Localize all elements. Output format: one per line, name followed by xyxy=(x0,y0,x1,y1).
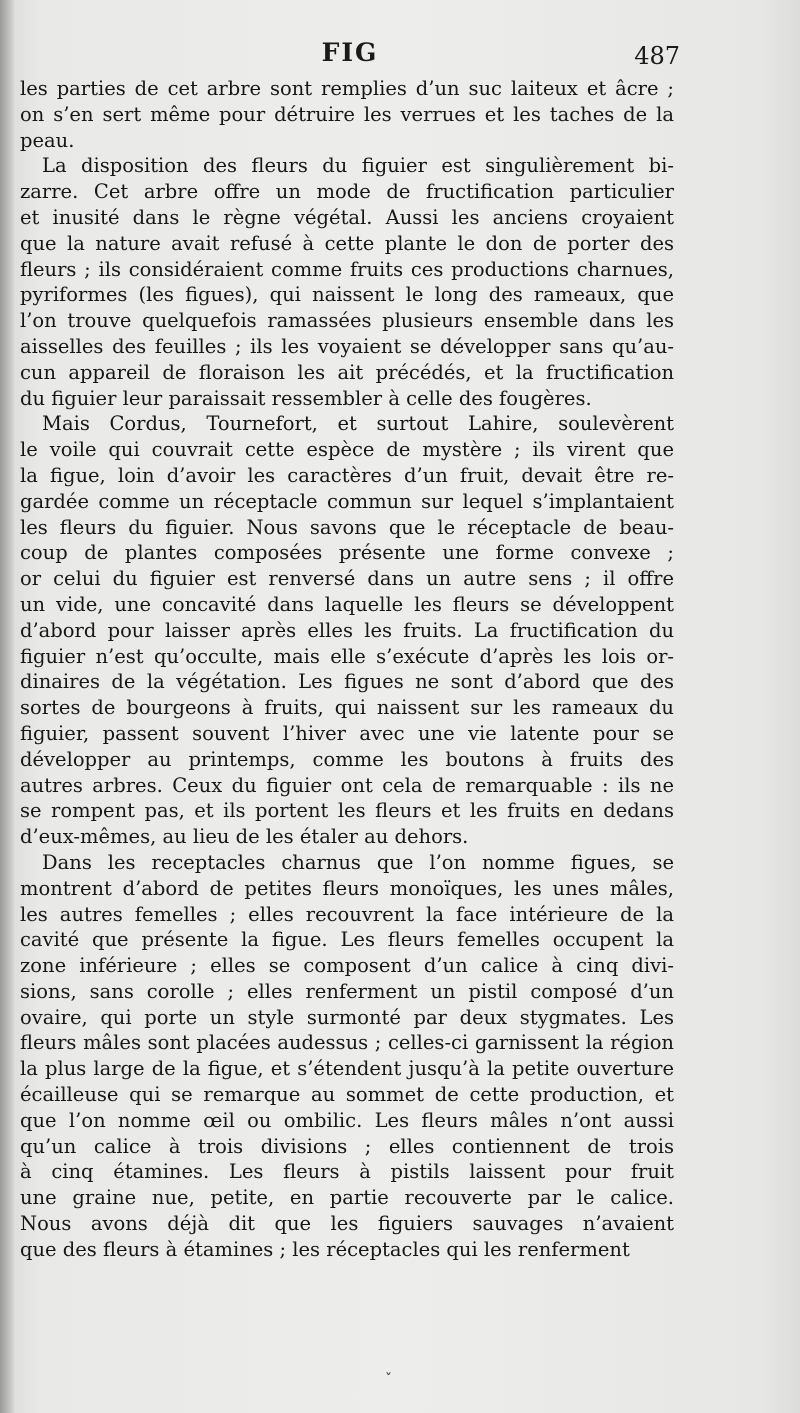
paragraph xyxy=(20,411,674,850)
text-line: figuier n’est qu’occulte, mais elle s’exécute d’après les lois or- xyxy=(20,644,674,668)
text-line: que l’on nomme œil ou ombilic. Les fleurs mâles n’ont aussi xyxy=(20,1108,674,1132)
text-line: la figue, loin d’avoir les caractères d’un fruit, devait être re- xyxy=(20,463,674,487)
text-line: le voile qui couvrait cette espèce de mystère ; ils virent que xyxy=(20,438,674,462)
gutter-shadow xyxy=(0,0,14,1413)
text-line: les parties de cet arbre sont remplies d’un suc laiteux et âcre ; xyxy=(20,77,674,100)
text-line: Mais Cordus, Tournefort, et surtout Lahire, soulevèrent xyxy=(42,412,674,436)
text-line: cun appareil de floraison les ait précédés, et la fructification xyxy=(20,360,674,384)
text-line: les autres femelles ; elles recouvrent la face intérieure de la xyxy=(20,902,674,926)
text-line: figuier, passent souvent l’hiver avec une vie latente pour se xyxy=(20,721,674,745)
text-line: aisselles des feuilles ; ils les voyaient se développer sans qu’au- xyxy=(20,334,674,358)
text-line: on s’en sert même pour détruire les verrues et les taches de la xyxy=(20,102,674,126)
text-line: d’abord pour laisser après elles les fruits. La fructification du xyxy=(20,618,674,642)
paragraph xyxy=(20,153,674,411)
text-line: écailleuse qui se remarque au sommet de cette production, et xyxy=(20,1083,674,1107)
text-line: pyriformes (les figues), qui naissent le long des rameaux, que xyxy=(20,283,674,307)
text-line: cavité que présente la figue. Les fleurs femelles occupent la xyxy=(20,928,674,952)
text-line: montrent d’abord de petites fleurs monoïques, les unes mâles, xyxy=(20,876,674,900)
text-line: d’eux-mêmes, au lieu de les étaler au dehors. xyxy=(20,825,469,849)
paragraph xyxy=(20,76,674,153)
text-line: autres arbres. Ceux du figuier ont cela de remarquable : ils ne xyxy=(20,773,674,797)
page-number: 487 xyxy=(634,42,680,70)
page-header xyxy=(20,38,680,72)
text-line: Dans les receptacles charnus que l’on nomme figues, se xyxy=(42,850,674,874)
text-line: zarre. Cet arbre offre un mode de fructification particulier xyxy=(20,180,674,204)
paragraph xyxy=(20,850,674,1263)
text-line: un vide, une concavité dans laquelle les fleurs se développent xyxy=(20,592,674,616)
text-line: fleurs mâles sont placées audessus ; celles-ci garnissent la région xyxy=(20,1031,674,1055)
text-line: à cinq étamines. Les fleurs à pistils laissent pour fruit xyxy=(20,1160,674,1184)
text-line: les fleurs du figuier. Nous savons que le réceptacle de beau- xyxy=(20,515,674,539)
text-line: que la nature avait refusé à cette plante le don de porter des xyxy=(20,231,674,255)
text-line: qu’un calice à trois divisions ; elles contiennent de trois xyxy=(20,1134,674,1158)
text-line: sortes de bourgeons à fruits, qui naissent sur les rameaux du xyxy=(20,696,674,720)
margin-mark: ˇ xyxy=(385,1372,392,1388)
text-line: fleurs ; ils considéraient comme fruits ces productions charnues, xyxy=(20,257,674,281)
running-head: FIG xyxy=(321,38,379,67)
text-line: une graine nue, petite, en partie recouverte par le calice. xyxy=(20,1186,674,1210)
text-line: gardée comme un réceptacle commun sur lequel s’implantaient xyxy=(20,489,674,513)
body-text xyxy=(20,76,674,1263)
text-line: or celui du figuier est renversé dans un autre sens ; il offre xyxy=(20,567,674,591)
text-line: se rompent pas, et ils portent les fleurs et les fruits en dedans xyxy=(20,799,674,823)
text-line: l’on trouve quelquefois ramassées plusieurs ensemble dans les xyxy=(20,309,674,333)
text-line: sions, sans corolle ; elles renferment un pistil composé d’un xyxy=(20,979,674,1003)
text-line: et inusité dans le règne végétal. Aussi les anciens croyaient xyxy=(20,205,674,229)
text-line: développer au printemps, comme les boutons à fruits des xyxy=(20,747,674,771)
text-line: la plus large de la figue, et s’étendent jusqu’à la petite ouverture xyxy=(20,1057,674,1081)
text-line: peau. xyxy=(20,128,75,152)
text-line: coup de plantes composées présente une forme convexe ; xyxy=(20,541,674,565)
text-line: La disposition des fleurs du figuier est singulièrement bi- xyxy=(42,154,674,178)
text-line: dinaires de la végétation. Les figues ne sont d’abord que des xyxy=(20,670,674,694)
text-line: du figuier leur paraissait ressembler à celle des fougères. xyxy=(20,386,592,410)
text-line: zone inférieure ; elles se composent d’un calice à cinq divi- xyxy=(20,954,674,978)
text-line: que des fleurs à étamines ; les réceptacles qui les renferment xyxy=(20,1237,630,1261)
text-line: ovaire, qui porte un style surmonté par deux stygmates. Les xyxy=(20,1005,674,1029)
text-line: Nous avons déjà dit que les figuiers sauvages n’avaient xyxy=(20,1212,674,1236)
